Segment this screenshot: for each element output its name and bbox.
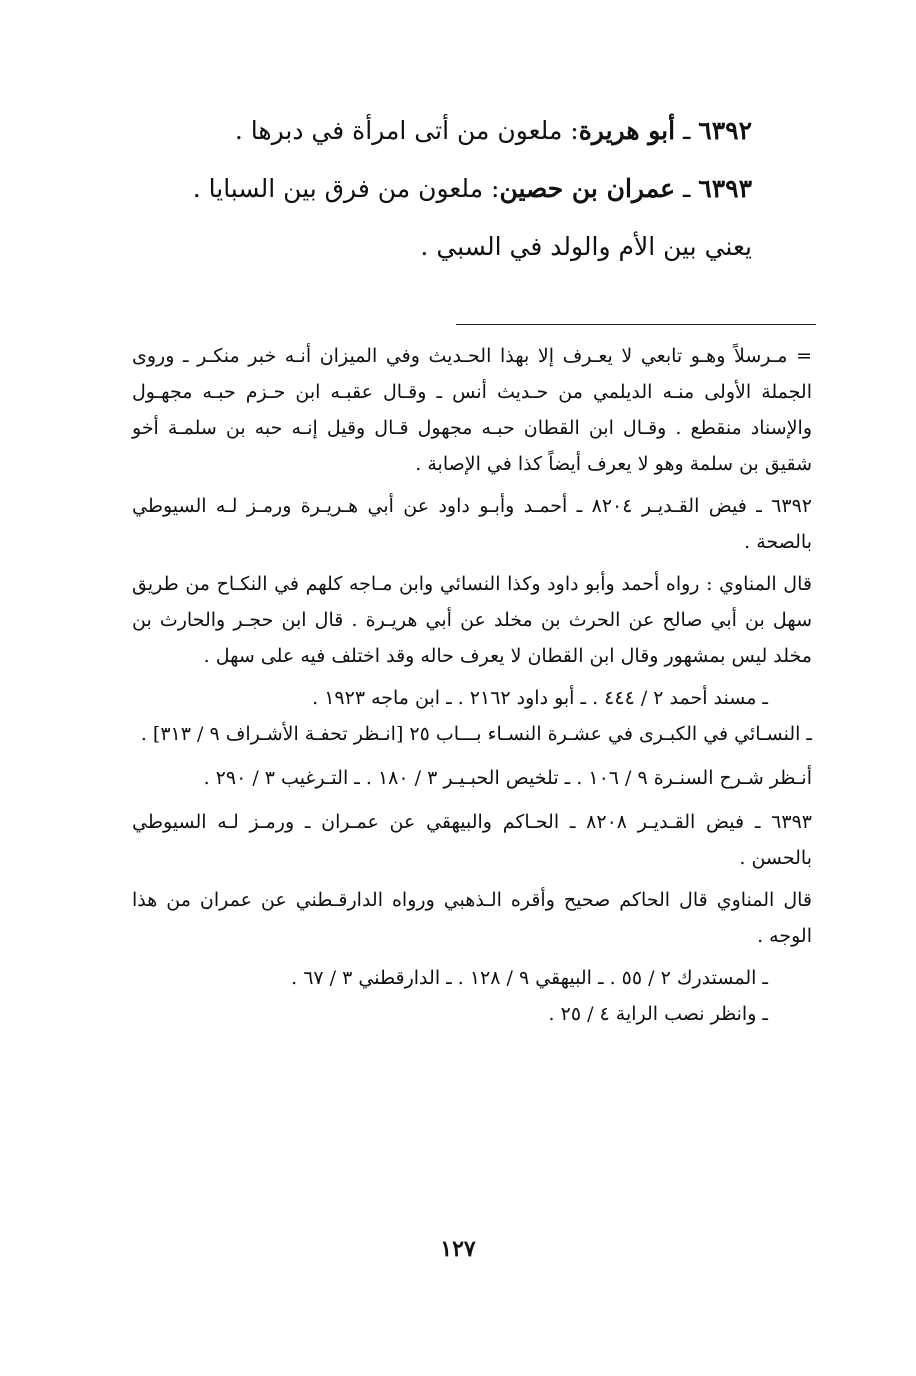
- footnote-paragraph: ٦٣٩٢ ـ فيض القـديـر ٨٢٠٤ ـ أحمـد وأبـو داود عن أبي هـريـرة ورمـز لـه السيوطي بالصحة .: [132, 495, 812, 553]
- footnote-paragraph: = مـرسلاً وهـو تابعي لا يعـرف إلا بهذا الحـديث وفي الميزان أنـه خبر منكـر ـ وروى الجملة الأولى منـه الديلمي من حـديث أنس ـ وقـال عقبـه ابن حـزم حبـه مجهـول والإسناد منقطع . وقـال ابن القطان حبـه مجهول قـال وقيل إنـه حبه بن سلمـة أخو شقيق بن سلمة وهو لا يعرف أيضاً كذا في الإصابة .: [132, 345, 812, 475]
- hadith-entry-6393: ٦٣٩٣ ـ عمران بن حصين: ملعون من فرق بين السبايا .: [192, 174, 752, 203]
- footnotes: [132, 338, 812, 1032]
- hadith-text: : ملعون من فرق بين السبايا .: [192, 174, 500, 203]
- explanation-text: يعني بين الأم والولد في السبي .: [420, 232, 752, 261]
- footnote-divider: [456, 324, 816, 325]
- page-number: ١٢٧: [440, 1236, 476, 1262]
- hadith-text: : ملعون من أتى امرأة في دبرها .: [234, 116, 579, 145]
- footnote-reference: ـ مسند أحمد ٢ / ٤٤٤ . ـ أبو داود ٢١٦٢ . ـ ابن ماجه ١٩٢٣ .: [312, 687, 768, 709]
- footnote-reference: ـ المستدرك ٢ / ٥٥ . ـ البيهقي ٩ / ١٢٨ . ـ الدارقطني ٣ / ٦٧ .: [291, 967, 768, 989]
- footnote-reference: أنـظر شـرح السنـرة ٩ / ١٠٦ . ـ تلخيص الحبـيـر ٣ / ١٨٠ . ـ التـرغيب ٣ / ٢٩٠ .: [203, 767, 812, 789]
- footnote-paragraph: قال المناوي : رواه أحمد وأبو داود وكذا النسائي وابن مـاجه كلهم في النكـاح من طريق سهل بن أبي صالح عن الحرث بن مخلد عن أبي هريـرة . قال ابن حجـر والحارث بن مخلد ليس بمشهور وقال ابن القطان لا يعرف حاله وقد اختلف فيه على سهل .: [132, 573, 812, 667]
- hadith-entry-6392: ٦٣٩٢ ـ أبو هريرة: ملعون من أتى امرأة في دبرها .: [234, 116, 752, 145]
- hadith-number: ٦٣٩٢: [698, 116, 752, 145]
- footnote-paragraph: قال المناوي قال الحاكم صحيح وأقره الـذهبي ورواه الدارقـطني عن عمران من هذا الوجه .: [132, 889, 812, 947]
- footnote-reference: ـ وانظر نصب الراية ٤ / ٢٥ .: [548, 1003, 768, 1025]
- footnote-reference: ـ النسـائي في الكبـرى في عشـرة النسـاء بـــاب ٢٥ [انـظر تحفـة الأشـراف ٩ / ٣١٣] .: [140, 723, 812, 745]
- hadith-narrator: عمران بن حصين: [499, 174, 676, 203]
- hadith-number: ٦٣٩٣: [698, 174, 752, 203]
- hadith-explanation: [140, 232, 752, 262]
- hadith-narrator: أبو هريرة: [578, 116, 676, 145]
- footnote-paragraph: ٦٣٩٣ ـ فيض القـديـر ٨٢٠٨ ـ الحـاكم والبيهقي عن عمـران ـ ورمـز لـه السيوطي بالحسن .: [132, 811, 812, 869]
